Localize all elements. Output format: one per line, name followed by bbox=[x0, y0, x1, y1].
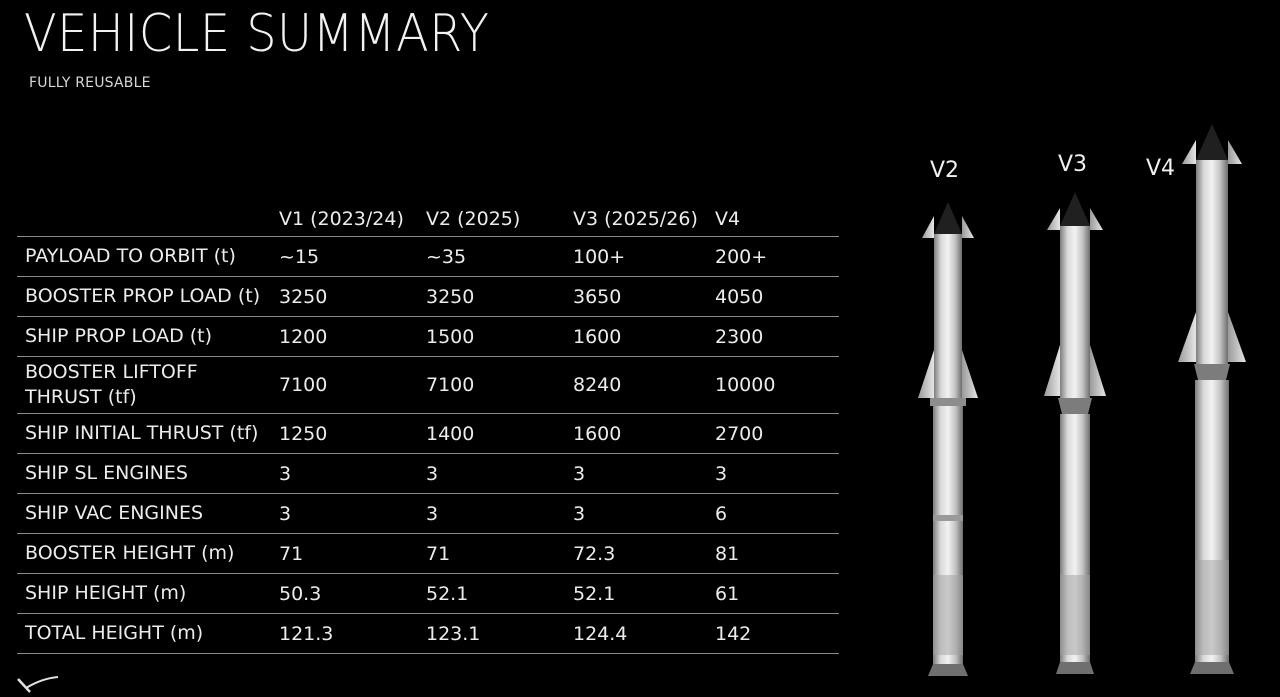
cell-value: 4050 bbox=[715, 285, 764, 308]
table-row bbox=[17, 534, 839, 574]
cell-value: 50.3 bbox=[279, 582, 322, 605]
header-cell-label bbox=[17, 190, 275, 237]
rocket-v3-icon bbox=[1044, 192, 1106, 674]
cell-value: 3650 bbox=[573, 285, 622, 308]
cell-value: 3 bbox=[573, 462, 586, 485]
table-row bbox=[17, 414, 839, 454]
table-header-row bbox=[17, 190, 839, 237]
row-label: SHIP SL ENGINES bbox=[25, 462, 188, 484]
table-row bbox=[17, 614, 839, 654]
table-row bbox=[17, 574, 839, 614]
cell-value: 200+ bbox=[715, 245, 768, 268]
spacex-x-icon bbox=[16, 676, 60, 694]
row-label: PAYLOAD TO ORBIT (t) bbox=[25, 245, 236, 267]
cell-value: 123.1 bbox=[426, 622, 481, 645]
vehicle-label-v2: V2 bbox=[930, 158, 960, 183]
row-label: BOOSTER HEIGHT (m) bbox=[25, 542, 235, 564]
cell-value: 1600 bbox=[573, 422, 622, 445]
header-cell-v3: V3 (2025/26) bbox=[573, 208, 698, 230]
row-label: SHIP PROP LOAD (t) bbox=[25, 325, 213, 347]
cell-value: 3250 bbox=[426, 285, 475, 308]
cell-value: 61 bbox=[715, 582, 740, 605]
header-cell-v1: V1 (2023/24) bbox=[279, 208, 404, 230]
cell-value: 52.1 bbox=[426, 582, 469, 605]
cell-value: 6 bbox=[715, 502, 728, 525]
cell-value: 3 bbox=[573, 502, 586, 525]
rocket-v4-icon bbox=[1178, 124, 1246, 674]
cell-value: 100+ bbox=[573, 245, 626, 268]
cell-value: 121.3 bbox=[279, 622, 334, 645]
cell-value: 3250 bbox=[279, 285, 328, 308]
cell-value: ~35 bbox=[426, 245, 467, 268]
cell-value: 2300 bbox=[715, 325, 764, 348]
cell-value: 1250 bbox=[279, 422, 328, 445]
cell-value: 1200 bbox=[279, 325, 328, 348]
row-label: TOTAL HEIGHT (m) bbox=[25, 622, 204, 644]
cell-value: 10000 bbox=[715, 374, 776, 396]
row-label: SHIP HEIGHT (m) bbox=[25, 582, 187, 604]
row-label: SHIP INITIAL THRUST (tf) bbox=[25, 422, 259, 444]
page-title: VEHICLE SUMMARY bbox=[24, 4, 490, 64]
cell-value: 3 bbox=[426, 502, 439, 525]
cell-value: 124.4 bbox=[573, 622, 628, 645]
row-label: SHIP VAC ENGINES bbox=[25, 502, 204, 524]
cell-value: 7100 bbox=[426, 374, 475, 396]
cell-value: 71 bbox=[279, 542, 304, 565]
cell-value: 1400 bbox=[426, 422, 475, 445]
vehicle-label-v4: V4 bbox=[1146, 156, 1176, 181]
rocket-v2-icon bbox=[918, 202, 978, 676]
row-label: BOOSTER LIFTOFF THRUST (tf) bbox=[25, 361, 198, 408]
cell-value: 8240 bbox=[573, 374, 622, 396]
header-cell-v2: V2 (2025) bbox=[426, 208, 521, 230]
table-row bbox=[17, 317, 839, 357]
table-row bbox=[17, 357, 839, 414]
cell-value: 3 bbox=[279, 462, 292, 485]
cell-value: 2700 bbox=[715, 422, 764, 445]
cell-value: 3 bbox=[715, 462, 728, 485]
table-row bbox=[17, 454, 839, 494]
table-row bbox=[17, 277, 839, 317]
page-subtitle: FULLY REUSABLE bbox=[29, 75, 151, 91]
cell-value: 7100 bbox=[279, 374, 328, 396]
cell-value: 3 bbox=[426, 462, 439, 485]
cell-value: 1500 bbox=[426, 325, 475, 348]
cell-value: ~15 bbox=[279, 245, 320, 268]
table-row bbox=[17, 494, 839, 534]
vehicle-label-v3: V3 bbox=[1058, 152, 1088, 177]
cell-value: 142 bbox=[715, 622, 752, 645]
cell-value: 81 bbox=[715, 542, 740, 565]
cell-value: 1600 bbox=[573, 325, 622, 348]
row-label: BOOSTER PROP LOAD (t) bbox=[25, 285, 261, 307]
header-cell-v4: V4 bbox=[715, 208, 741, 230]
cell-value: 3 bbox=[279, 502, 292, 525]
cell-value: 72.3 bbox=[573, 542, 616, 565]
table-row bbox=[17, 237, 839, 277]
cell-value: 71 bbox=[426, 542, 451, 565]
cell-value: 52.1 bbox=[573, 582, 616, 605]
vehicle-specs-table bbox=[17, 190, 839, 654]
